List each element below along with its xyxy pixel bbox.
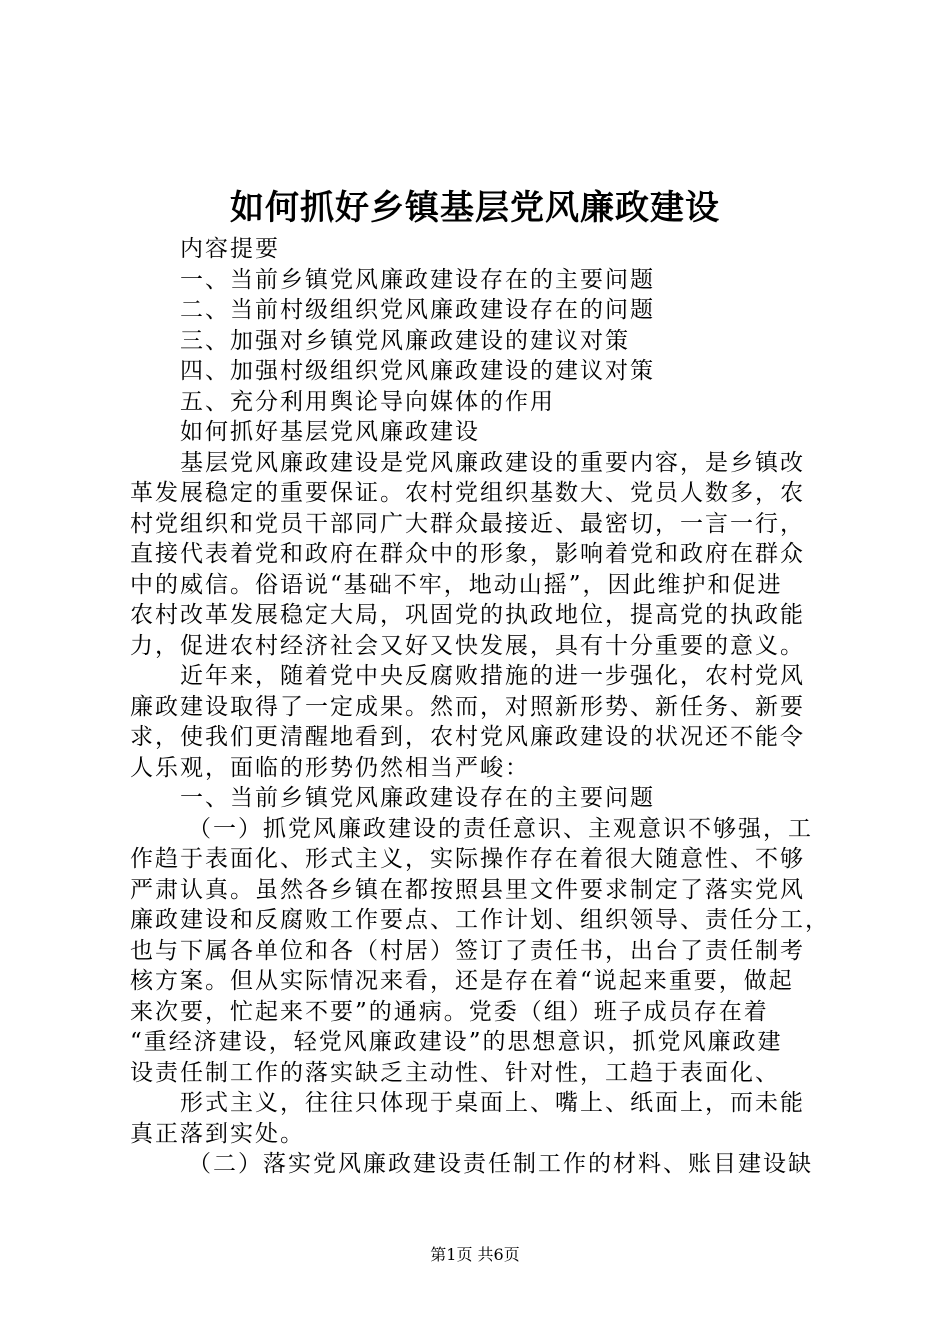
paragraph-line: （一）抓党风廉政建设的责任意识、主观意识不够强，工	[188, 815, 813, 842]
toc-item-1: 一、当前乡镇党风廉政建设存在的主要问题	[180, 266, 655, 293]
section-heading: 一、当前乡镇党风廉政建设存在的主要问题	[180, 785, 655, 811]
paragraph-line: 也与下属各单位和各（村居）签订了责任书，出台了责任制考	[130, 937, 805, 964]
paragraph-line: 基层党风廉政建设是党风廉政建设的重要内容，是乡镇改	[180, 449, 805, 476]
paragraph-line: 直接代表着党和政府在群众中的形象，影响着党和政府在群众	[130, 541, 805, 567]
paragraph-line: 核方案。但从实际情况来看，还是存在着“说起来重要，做起	[130, 968, 794, 994]
toc-item-4: 四、加强村级组织党风廉政建设的建议对策	[180, 358, 655, 384]
toc-item-2: 二、当前村级组织党风廉政建设存在的问题	[180, 297, 655, 323]
paragraph-line: 村党组织和党员干部同广大群众最接近、最密切，一言一行，	[130, 510, 805, 537]
paragraph-line: “重经济建设，轻党风廉政建设”的思想意识，抓党风廉政建	[130, 1029, 783, 1055]
paragraph-line: 农村改革发展稳定大局，巩固党的执政地位，提高党的执政能	[130, 602, 805, 628]
paragraph-line: 设责任制工作的落实缺乏主动性、针对性，工趋于表面化、	[130, 1059, 780, 1086]
paragraph-line: 廉政建设和反腐败工作要点、工作计划、组织领导、责任分工，	[130, 907, 830, 933]
paragraph-line: 严肃认真。虽然各乡镇在都按照县里文件要求制定了落实党风	[130, 876, 805, 903]
document-body	[130, 234, 830, 1180]
paragraph-line: 作趋于表面化、形式主义，实际操作存在着很大随意性、不够	[130, 846, 805, 872]
paragraph-line: 中的威信。俗语说“基础不牢，地动山摇”，因此维护和促进	[130, 571, 783, 598]
paragraph-line: （二）落实党风廉政建设责任制工作的材料、账目建设缺	[188, 1151, 813, 1177]
toc-item-3: 三、加强对乡镇党风廉政建设的建议对策	[180, 327, 630, 354]
paragraph-line: 人乐观，面临的形势仍然相当严峻：	[130, 754, 530, 781]
paragraph-line: 力，促进农村经济社会又好又快发展，具有十分重要的意义。	[130, 632, 805, 659]
paragraph-line: 求，使我们更清醒地看到，农村党风廉政建设的状况还不能令	[130, 724, 805, 750]
toc-item-5: 五、充分利用舆论导向媒体的作用	[180, 388, 555, 415]
paragraph-line: 来次要，忙起来不要”的通病。党委（组）班子成员存在着	[130, 998, 769, 1025]
paragraph-line: 革发展稳定的重要保证。农村党组织基数大、党员人数多，农	[130, 480, 805, 506]
toc-heading: 内容提要	[180, 236, 280, 262]
document-title: 如何抓好乡镇基层党风廉政建设	[230, 188, 720, 228]
paragraph-line: 真正落到实处。	[130, 1120, 305, 1147]
paragraph-line: 廉政建设取得了一定成果。然而，对照新形势、新任务、新要	[130, 693, 805, 720]
paragraph-line: 形式主义，往往只体现于桌面上、嘴上、纸面上，而未能	[180, 1090, 805, 1116]
paragraph-line: 近年来，随着党中央反腐败措施的进一步强化，农村党风	[180, 663, 805, 689]
page-number-footer: 第1页 共6页	[430, 1245, 520, 1264]
section-subtitle: 如何抓好基层党风廉政建设	[180, 419, 480, 445]
